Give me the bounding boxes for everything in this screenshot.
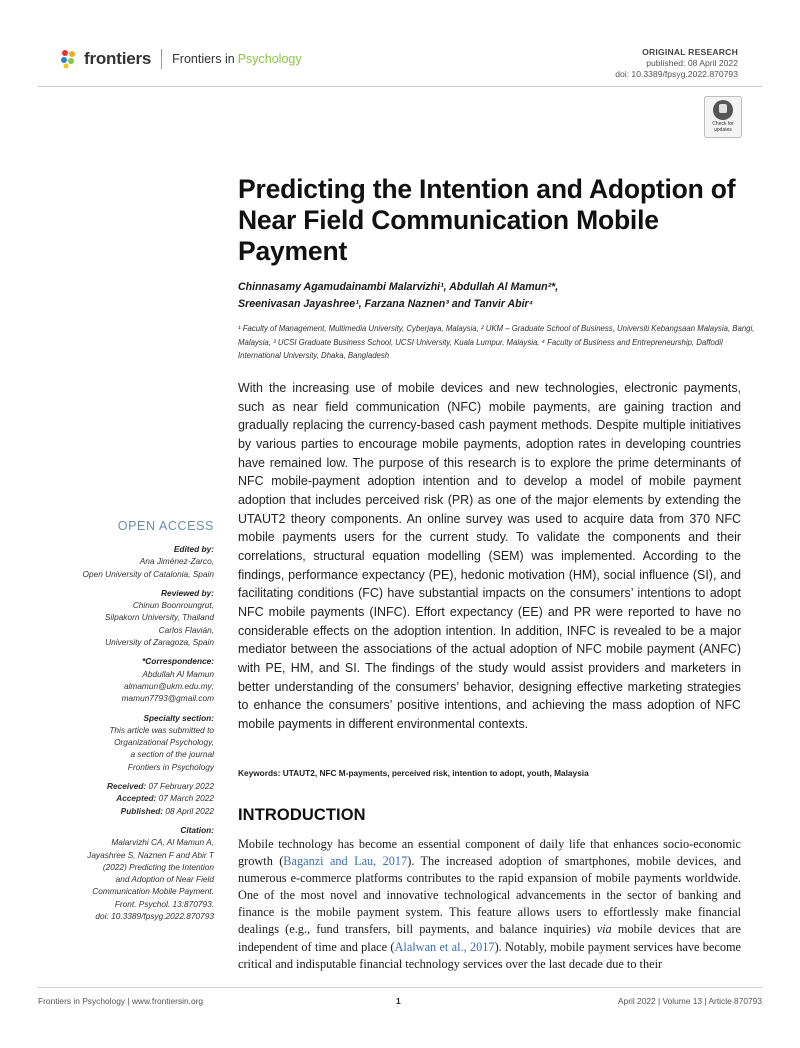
accepted-value: 07 March 2022 bbox=[158, 793, 214, 804]
article-doi[interactable]: doi: 10.3389/fpsyg.2022.870793 bbox=[615, 69, 738, 79]
edited-by-label: Edited by: bbox=[173, 544, 214, 554]
published-date-sidebar bbox=[60, 805, 214, 817]
specialty-line: This article was submitted to bbox=[109, 724, 214, 735]
affiliations: ¹ Faculty of Management, Multimedia University, Cyberjaya, Malaysia, ² UKM – Graduate School of Business, Universiti Kebangsaan Malaysia, Bangi, Malaysia, ³ UCSI Graduate Business School, UCSI University, Kuala Lumpur, Malaysia, ⁴ Faculty of Business and Entrepreneurship, Daffodil International University, Dhaka, Bangladesh bbox=[238, 324, 755, 360]
reviewed-by-label: Reviewed by: bbox=[160, 587, 214, 598]
reviewer-line: University of Zaragoza, Spain bbox=[105, 637, 214, 648]
correspondence-name: Abdullah Al Mamun bbox=[142, 668, 214, 679]
correspondence-email[interactable]: almamun@ukm.edu.my; bbox=[123, 680, 214, 691]
keywords-label: Keywords: bbox=[238, 768, 281, 778]
received-date bbox=[60, 780, 214, 792]
article-meta bbox=[615, 47, 738, 80]
authors-line: Sreenivasan Jayashree¹, Farzana Naznen³ and Tanvir Abir⁴ bbox=[238, 298, 534, 310]
article-sidebar bbox=[60, 519, 214, 922]
citation-line: Malarvizhi CA, Al Mamun A, bbox=[111, 837, 214, 848]
citation-line: Communication Mobile Payment. bbox=[92, 886, 214, 897]
article-title: Predicting the Intention and Adoption of Near Field Communication Mobile Payment bbox=[238, 174, 736, 266]
intro-text: Mobile technology has become an essential component of daily life that enhances socio-economic growth ( bbox=[238, 837, 741, 869]
published-value: 08 April 2022 bbox=[165, 805, 214, 816]
frontiers-logo-icon bbox=[60, 49, 78, 69]
frontiers-logo[interactable] bbox=[60, 46, 310, 72]
article-type: ORIGINAL RESEARCH bbox=[642, 47, 738, 57]
specialty-line: Organizational Psychology, bbox=[114, 737, 214, 748]
specialty-line: a section of the journal bbox=[130, 749, 214, 760]
footer-divider bbox=[38, 987, 762, 988]
check-for-updates-label: Check for updates bbox=[712, 121, 734, 133]
header-divider bbox=[38, 86, 762, 87]
correspondence-email[interactable]: mamun7793@gmail.com bbox=[121, 693, 214, 704]
open-access-label: OPEN ACCESS bbox=[117, 519, 214, 533]
check-for-updates-badge[interactable] bbox=[704, 96, 742, 138]
citation-label: Citation: bbox=[180, 824, 214, 835]
bookmark-icon bbox=[713, 100, 733, 120]
editor-line: Ana Jiménez-Zarco, bbox=[139, 556, 214, 567]
citation-line: Jayashree S, Naznen F and Abir T bbox=[87, 849, 214, 860]
accepted-label: Accepted: bbox=[116, 793, 157, 804]
intro-text: ). The increased adoption of smartphones, mobile devices, and numerous e-commerce platforms contributes to the rapid expansion of mobile payments worldwide. One of the most novel and innovative technological advancements in the sector of banking and finance is the mobile payment system. This feature allows users to effortlessly make financial dealings (e.g., fund transfers, bill payments, and balance inquiries) bbox=[238, 854, 741, 937]
citation-line: Front. Psychol. 13:870793. bbox=[114, 898, 214, 909]
logo-divider bbox=[161, 49, 162, 69]
abstract-text: With the increasing use of mobile devices and new technologies, electronic payments, such as near field communication (NFC) mobile payments, are gaining traction and gradually replacing the currency-based cash payment methods. Despite multiple initiatives by various parties to encourage mobile payments, adoption rates in developing countries have remained low. The purpose of this research is to explore the prime determinants of NFC mobile-payment adoption intention and to develop a model of mobile payment adoption that includes perceived risk (PR) as one of the major elements by extending the UTAUT2 theory components. An online survey was used to acquire data from 370 NFC mobile payments users for the current study. To validate the components and their correlations, structural equation modelling (SEM) was implemented. According to the findings, performance expectancy (PE), hedonic motivation (HM), social influence (SI), and facilitating conditions (FC) have substantial impacts on the consumers’ intentions to adopt NFC mobile payments (INFC). Effort expectancy (EE) and PR were reported to have no considerable effects on the adoption intention. In addition, INFC is revealed to be a major mediator between the associations of the actual adoption of NFC mobile payment (ANFC) with PE, HM, and SI. The findings of the study would assist providers and marketers in better understanding of the consumers’ behavior, designing effective marketing strategies to enhance the consumers’ positive intentions, and achieving the mass adoption of NFC mobile payments in different environmental contexts. bbox=[238, 381, 741, 731]
author-list bbox=[238, 279, 758, 313]
citation-link[interactable]: Alalwan et al., 2017 bbox=[394, 939, 495, 954]
reviewer-line: Carlos Flavián, bbox=[158, 624, 214, 635]
citation-doi[interactable]: doi: 10.3389/fpsyg.2022.870793 bbox=[95, 911, 214, 922]
intro-text: mobile devices that are independent of time and place ( bbox=[238, 922, 741, 954]
reviewer-line: Silpakorn University, Thailand bbox=[104, 612, 214, 623]
brand-name: frontiers bbox=[84, 49, 152, 68]
keywords bbox=[238, 768, 741, 778]
received-value: 07 February 2022 bbox=[148, 781, 214, 792]
footer-journal-link[interactable]: Frontiers in Psychology | www.frontiersin.org bbox=[38, 996, 204, 1006]
section-heading-introduction: INTRODUCTION bbox=[238, 806, 366, 824]
footer-volume-info: April 2022 | Volume 13 | Article 870793 bbox=[617, 996, 762, 1006]
specialty-section-label: Specialty section: bbox=[143, 712, 214, 723]
correspondence-label: *Correspondence: bbox=[142, 656, 214, 667]
editor-line: Open University of Catalonia, Spain bbox=[82, 568, 214, 579]
citation-line: and Adoption of Near Field bbox=[115, 874, 214, 885]
accepted-date bbox=[60, 792, 214, 804]
keywords-list: UTAUT2, NFC M-payments, perceived risk, intention to adopt, youth, Malaysia bbox=[282, 768, 589, 778]
introduction-paragraph bbox=[238, 836, 741, 973]
intro-text: ). Notably, mobile payment services have become critical and indisputable financial technology services over the last decade due to their bbox=[238, 939, 742, 971]
intro-italic: via bbox=[596, 922, 612, 937]
published-date: published: 08 April 2022 bbox=[646, 58, 738, 68]
published-label: Published: bbox=[120, 805, 164, 816]
journal-name-subject: Psychology bbox=[237, 52, 302, 66]
citation-link[interactable]: Baganzi and Lau, 2017 bbox=[283, 854, 408, 869]
page-number: 1 bbox=[396, 996, 401, 1006]
citation-line: (2022) Predicting the Intention bbox=[102, 861, 214, 872]
authors-line: Chinnasamy Agamudainambi Malarvizhi¹, Abdullah Al Mamun²*, bbox=[238, 281, 559, 293]
journal-name-prefix: Frontiers in bbox=[172, 52, 235, 66]
reviewer-line: Chinun Boonroungrut, bbox=[132, 600, 214, 611]
received-label: Received: bbox=[106, 781, 147, 792]
specialty-line: Frontiers in Psychology bbox=[127, 761, 214, 772]
